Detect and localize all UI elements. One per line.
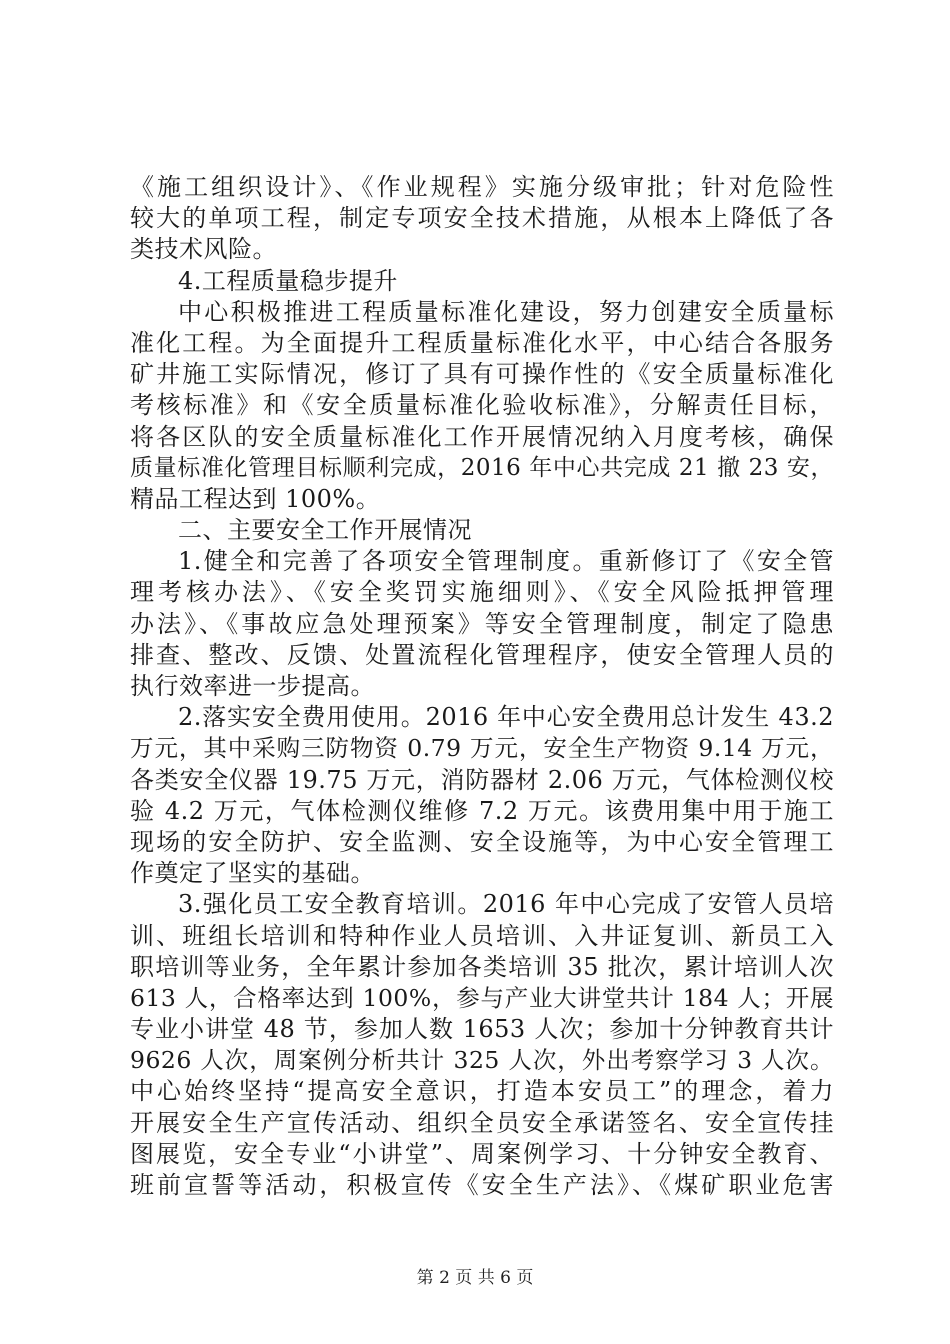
text-line: 《施工组织设计》、《作业规程》实施分级审批；针对危险性 xyxy=(130,173,834,201)
text-line: 专业小讲堂 48 节，参加人数 1653 人次；参加十分钟教育共计 xyxy=(130,1015,834,1044)
text-line: 职培训等业务，全年累计参加各类培训 35 批次，累计培训人次 xyxy=(130,952,834,981)
text-line: 现场的安全防护、安全监测、安全设施等，为中心安全管理工 xyxy=(130,827,834,856)
text-line: 二、主要安全工作开展情况 xyxy=(178,516,472,545)
text-line: 中心积极推进工程质量标准化建设，努力创建安全质量标 xyxy=(178,297,834,326)
text-line: 图展览，安全专业“小讲堂”、周案例学习、十分钟安全教育、 xyxy=(130,1139,834,1168)
text-line: 考核标准》和《安全质量标准化验收标准》，分解责任目标， xyxy=(130,391,834,420)
text-line: 4.工程质量稳步提升 xyxy=(178,266,398,295)
text-line: 将各区队的安全质量标准化工作开展情况纳入月度考核，确保 xyxy=(130,422,834,451)
text-line: 3.强化员工安全教育培训。2016 年中心完成了安管人员培 xyxy=(178,890,834,919)
text-line: 9626 人次，周案例分析共计 325 人次，外出考察学习 3 人次。 xyxy=(130,1046,834,1075)
text-line: 开展安全生产宣传活动、组织全员安全承诺签名、安全宣传挂 xyxy=(130,1108,834,1137)
document-body xyxy=(130,172,834,1201)
text-line: 作奠定了坚实的基础。 xyxy=(130,859,375,888)
text-line: 2.落实安全费用使用。2016 年中心安全费用总计发生 43.2 xyxy=(178,703,834,732)
text-line: 矿井施工实际情况，修订了具有可操作性的《安全质量标准化 xyxy=(130,360,834,389)
page-footer: 第 2 页 共 6 页 xyxy=(416,1268,534,1288)
text-line: 1.健全和完善了各项安全管理制度。重新修订了《安全管 xyxy=(178,547,834,576)
text-line: 各类安全仪器 19.75 万元，消防器材 2.06 万元，气体检测仪校 xyxy=(130,765,834,794)
text-line: 办法》、《事故应急处理预案》等安全管理制度，制定了隐患 xyxy=(130,609,834,638)
text-line: 较大的单项工程，制定专项安全技术措施，从根本上降低了各 xyxy=(130,204,834,233)
text-line: 班前宣誓等活动，积极宣传《安全生产法》、《煤矿职业危害 xyxy=(130,1171,834,1199)
text-line: 类技术风险。 xyxy=(130,235,277,264)
text-line: 中心始终坚持“提高安全意识，打造本安员工”的理念，着力 xyxy=(130,1077,834,1106)
text-line: 万元，其中采购三防物资 0.79 万元，安全生产物资 9.14 万元， xyxy=(130,734,834,763)
text-line: 执行效率进一步提高。 xyxy=(130,672,375,700)
text-line: 准化工程。为全面提升工程质量标准化水平，中心结合各服务 xyxy=(130,328,834,357)
text-line: 613 人，合格率达到 100%，参与产业大讲堂共计 184 人；开展 xyxy=(130,983,834,1012)
text-line: 验 4.2 万元，气体检测仪维修 7.2 万元。该费用集中用于施工 xyxy=(130,796,834,825)
text-line: 质量标准化管理目标顺利完成，2016 年中心共完成 21 撤 23 安， xyxy=(130,454,834,481)
text-line: 排查、整改、反馈、处置流程化管理程序，使安全管理人员的 xyxy=(130,640,834,669)
text-line: 理考核办法》、《安全奖罚实施细则》、《安全风险抵押管理 xyxy=(130,578,834,607)
text-line: 训、班组长培训和特种作业人员培训、入井证复训、新员工入 xyxy=(130,921,834,950)
text-line: 精品工程达到 100%。 xyxy=(130,484,381,513)
